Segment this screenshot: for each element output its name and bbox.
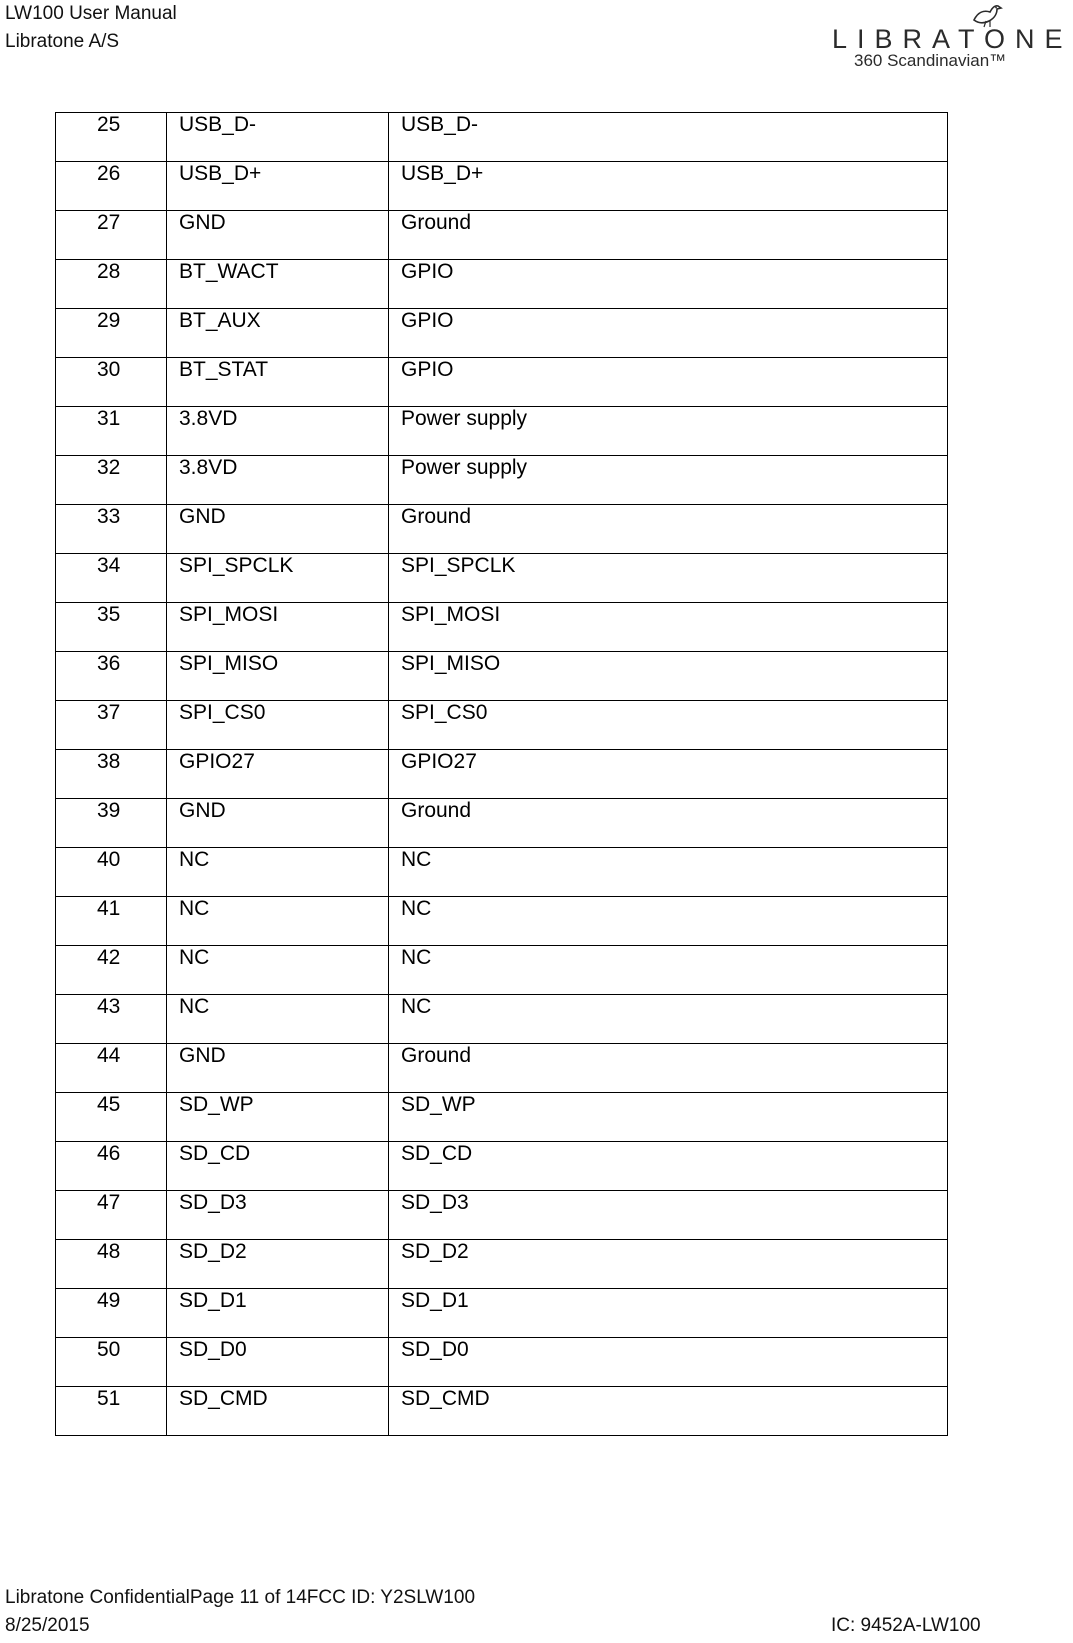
pin-number-cell: 49 [56, 1289, 167, 1338]
pin-function-cell: Ground [389, 799, 948, 848]
footer-ic-id: IC: 9452A-LW100 [831, 1615, 981, 1636]
pin-function-cell: Power supply [389, 456, 948, 505]
pin-function-cell: SD_D2 [389, 1240, 948, 1289]
pin-number-cell: 51 [56, 1387, 167, 1436]
pin-function-cell: Power supply [389, 407, 948, 456]
pin-name-cell: SD_CD [167, 1142, 389, 1191]
pin-number-cell: 42 [56, 946, 167, 995]
pin-name-cell: SPI_MOSI [167, 603, 389, 652]
pin-name-cell: USB_D- [167, 113, 389, 162]
table-row [56, 652, 948, 701]
pin-name-cell: GND [167, 799, 389, 848]
pin-function-cell: Ground [389, 505, 948, 554]
pin-name-cell: GPIO27 [167, 750, 389, 799]
pin-function-cell: GPIO27 [389, 750, 948, 799]
table-row [56, 603, 948, 652]
table-row [56, 1387, 948, 1436]
doc-title: LW100 User Manual [5, 3, 177, 24]
pin-name-cell: SPI_SPCLK [167, 554, 389, 603]
table-row [56, 260, 948, 309]
pin-function-cell: Ground [389, 1044, 948, 1093]
table-row [56, 554, 948, 603]
pin-name-cell: SD_D1 [167, 1289, 389, 1338]
pin-name-cell: BT_WACT [167, 260, 389, 309]
table-row [56, 407, 948, 456]
footer-date: 8/25/2015 [5, 1615, 90, 1636]
pin-function-cell: GPIO [389, 309, 948, 358]
pin-name-cell: BT_AUX [167, 309, 389, 358]
table-row [56, 505, 948, 554]
pin-number-cell: 34 [56, 554, 167, 603]
footer-confidential: Libratone ConfidentialPage 11 of 14FCC ID: Y2SLW100 [5, 1587, 476, 1608]
table-row [56, 1093, 948, 1142]
table-row [56, 309, 948, 358]
pin-number-cell: 31 [56, 407, 167, 456]
table-row [56, 750, 948, 799]
pin-function-cell: GPIO [389, 358, 948, 407]
table-row [56, 456, 948, 505]
table-row [56, 897, 948, 946]
pin-name-cell: GND [167, 211, 389, 260]
pin-name-cell: SD_CMD [167, 1387, 389, 1436]
pin-number-cell: 46 [56, 1142, 167, 1191]
pin-number-cell: 35 [56, 603, 167, 652]
pin-function-cell: NC [389, 946, 948, 995]
pin-function-cell: SPI_SPCLK [389, 554, 948, 603]
pin-function-cell: NC [389, 848, 948, 897]
pin-number-cell: 33 [56, 505, 167, 554]
table-row [56, 1240, 948, 1289]
table-row [56, 1338, 948, 1387]
pin-name-cell: 3.8VD [167, 456, 389, 505]
pin-function-cell: SPI_CS0 [389, 701, 948, 750]
pin-function-cell: SPI_MISO [389, 652, 948, 701]
pin-number-cell: 44 [56, 1044, 167, 1093]
pin-number-cell: 40 [56, 848, 167, 897]
pin-function-cell: USB_D- [389, 113, 948, 162]
logo-tagline: 360 Scandinavian™ [854, 51, 1007, 70]
pin-name-cell: SD_WP [167, 1093, 389, 1142]
pin-name-cell: GND [167, 505, 389, 554]
table-row [56, 358, 948, 407]
pin-function-cell: SD_CMD [389, 1387, 948, 1436]
pin-number-cell: 29 [56, 309, 167, 358]
pin-number-cell: 38 [56, 750, 167, 799]
table-row [56, 1191, 948, 1240]
table-row [56, 1289, 948, 1338]
pin-name-cell: BT_STAT [167, 358, 389, 407]
pin-name-cell: 3.8VD [167, 407, 389, 456]
pin-number-cell: 48 [56, 1240, 167, 1289]
pin-table-body [56, 113, 948, 1436]
pin-name-cell: USB_D+ [167, 162, 389, 211]
pin-number-cell: 41 [56, 897, 167, 946]
pin-name-cell: GND [167, 1044, 389, 1093]
table-row [56, 1142, 948, 1191]
pin-number-cell: 47 [56, 1191, 167, 1240]
table-row [56, 211, 948, 260]
pin-table [55, 112, 948, 1436]
table-row [56, 946, 948, 995]
table-row [56, 995, 948, 1044]
pin-number-cell: 45 [56, 1093, 167, 1142]
pin-number-cell: 37 [56, 701, 167, 750]
pin-number-cell: 30 [56, 358, 167, 407]
table-row [56, 701, 948, 750]
pin-name-cell: NC [167, 946, 389, 995]
libratone-logo [832, 0, 1073, 78]
pin-function-cell: Ground [389, 211, 948, 260]
pin-function-cell: SD_D1 [389, 1289, 948, 1338]
page-header [5, 0, 177, 56]
pin-function-cell: SD_D3 [389, 1191, 948, 1240]
table-row [56, 162, 948, 211]
pin-name-cell: SPI_CS0 [167, 701, 389, 750]
table-row [56, 799, 948, 848]
pin-number-cell: 43 [56, 995, 167, 1044]
pin-function-cell: NC [389, 995, 948, 1044]
pin-name-cell: NC [167, 897, 389, 946]
pin-name-cell: SD_D3 [167, 1191, 389, 1240]
pin-number-cell: 32 [56, 456, 167, 505]
pin-function-cell: SPI_MOSI [389, 603, 948, 652]
pin-name-cell: NC [167, 848, 389, 897]
pin-function-cell: USB_D+ [389, 162, 948, 211]
pin-function-cell: SD_D0 [389, 1338, 948, 1387]
pin-number-cell: 26 [56, 162, 167, 211]
pin-number-cell: 27 [56, 211, 167, 260]
pin-name-cell: SPI_MISO [167, 652, 389, 701]
logo-wordmark: LIBRATONE [832, 24, 1073, 54]
pin-number-cell: 36 [56, 652, 167, 701]
pin-function-cell: SD_CD [389, 1142, 948, 1191]
pin-name-cell: SD_D0 [167, 1338, 389, 1387]
pin-function-cell: SD_WP [389, 1093, 948, 1142]
table-row [56, 113, 948, 162]
pin-number-cell: 28 [56, 260, 167, 309]
pin-number-cell: 25 [56, 113, 167, 162]
pin-number-cell: 50 [56, 1338, 167, 1387]
company-name: Libratone A/S [5, 31, 120, 52]
table-row [56, 848, 948, 897]
pin-function-cell: GPIO [389, 260, 948, 309]
pin-function-cell: NC [389, 897, 948, 946]
table-row [56, 1044, 948, 1093]
pin-number-cell: 39 [56, 799, 167, 848]
pin-name-cell: SD_D2 [167, 1240, 389, 1289]
pin-name-cell: NC [167, 995, 389, 1044]
